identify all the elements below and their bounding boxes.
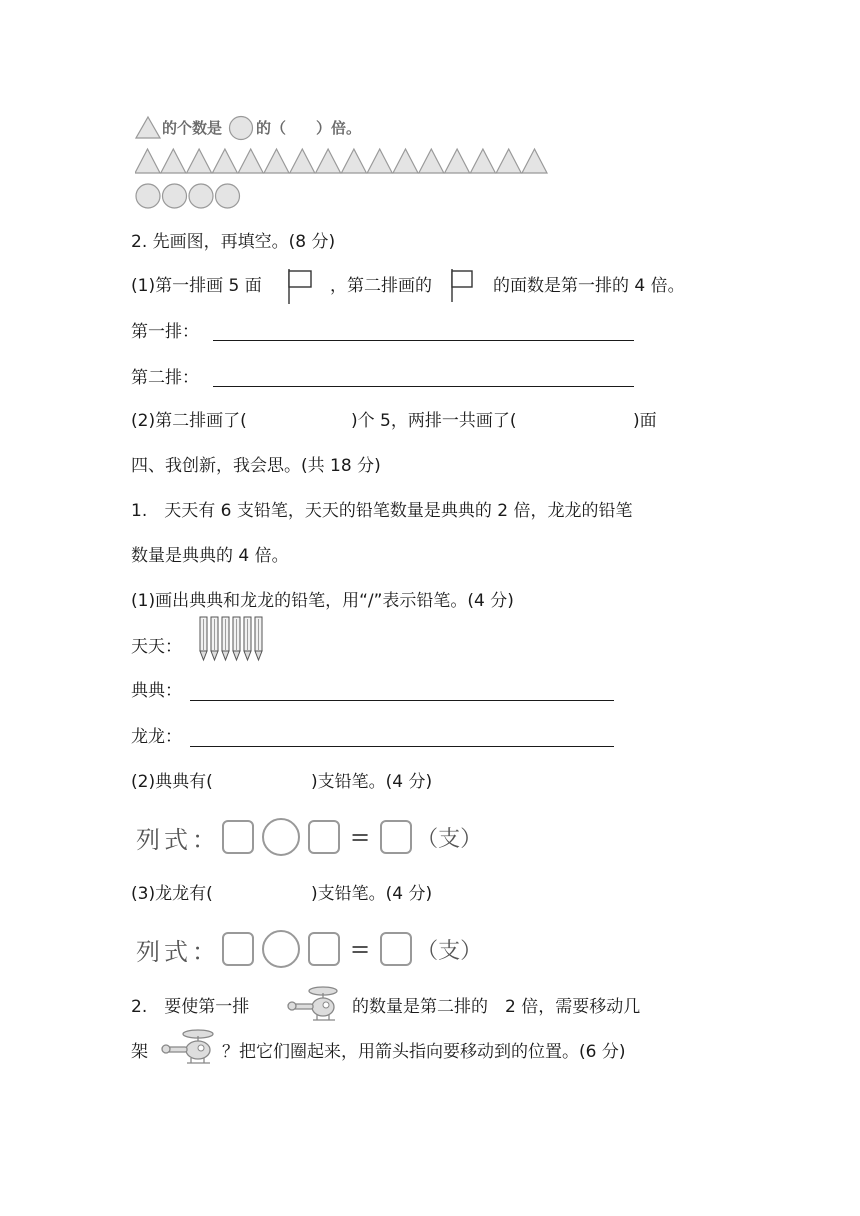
diandian-label: 典典： bbox=[131, 681, 182, 701]
s4-q2-line1-b: 的数量是第二排的 2 倍，需要移动几 bbox=[352, 997, 641, 1017]
pencils-icon bbox=[198, 614, 268, 664]
formula-result-box[interactable] bbox=[380, 932, 412, 966]
formula-label: 列式： bbox=[136, 825, 220, 854]
circle-icon bbox=[216, 184, 240, 208]
pencil-icon bbox=[222, 617, 229, 660]
circle-icon bbox=[228, 115, 254, 141]
s4-q1-part2-b: )支铅笔。(4 分) bbox=[311, 772, 433, 792]
tiantian-label: 天天： bbox=[131, 637, 182, 657]
q2-part2-b: )个 5，两排一共画了( bbox=[351, 411, 517, 431]
unit-label: （支） bbox=[416, 826, 483, 852]
triangle-icon bbox=[290, 149, 315, 173]
formula-row bbox=[136, 818, 482, 856]
triangle-icon bbox=[393, 149, 418, 173]
formula-box[interactable] bbox=[222, 820, 254, 854]
longlong-label: 龙龙： bbox=[131, 727, 182, 747]
q2-title: 2. 先画图，再填空。(8 分) bbox=[131, 232, 336, 252]
triangle-icon bbox=[341, 149, 366, 173]
triangle-icon bbox=[496, 149, 521, 173]
triangle-icon bbox=[264, 149, 289, 173]
triangle-icon bbox=[522, 149, 547, 173]
q2-part1-c: 的面数是第一排的 4 倍。 bbox=[493, 276, 685, 296]
compare-text-b: 的（ ）倍。 bbox=[256, 119, 362, 137]
circle-icon bbox=[163, 184, 187, 208]
circle-row bbox=[135, 182, 255, 210]
s4-q1-part3-a: (3)龙龙有( bbox=[131, 884, 213, 904]
equals-sign: = bbox=[350, 823, 371, 851]
section4-title: 四、我创新，我会思。(共 18 分) bbox=[131, 456, 381, 476]
longlong-answer-line[interactable] bbox=[190, 746, 614, 747]
row2-answer-line[interactable] bbox=[213, 386, 634, 387]
flag-icon bbox=[450, 268, 478, 306]
triangle-icon bbox=[161, 149, 186, 173]
triangle-icon bbox=[212, 149, 237, 173]
s4-q2-line1-a: 2. 要使第一排 bbox=[131, 997, 250, 1017]
pencil-icon bbox=[255, 617, 262, 660]
q2-part2-a: (2)第二排画了( bbox=[131, 411, 247, 431]
pencil-icon bbox=[211, 617, 218, 660]
compare-text-a: 的个数是 bbox=[162, 119, 223, 137]
helicopter-icon bbox=[287, 983, 343, 1025]
flag-icon bbox=[287, 268, 315, 306]
circle-icon bbox=[136, 184, 160, 208]
s4-q1-line1: 1. 天天有 6 支铅笔，天天的铅笔数量是典典的 2 倍，龙龙的铅笔 bbox=[131, 501, 633, 521]
equals-sign: = bbox=[350, 935, 371, 963]
unit-label: （支） bbox=[416, 938, 483, 964]
pencil-icon bbox=[200, 617, 207, 660]
formula-row bbox=[136, 930, 482, 968]
row2-label: 第二排： bbox=[131, 368, 199, 388]
s4-q1-line2: 数量是典典的 4 倍。 bbox=[131, 546, 289, 566]
triangle-icon bbox=[445, 149, 470, 173]
pencil-icon bbox=[244, 617, 251, 660]
triangle-row bbox=[135, 147, 555, 175]
formula-result-box[interactable] bbox=[380, 820, 412, 854]
s4-q2-line2-b: ？把它们圈起来，用箭头指向要移动到的位置。(6 分) bbox=[222, 1042, 626, 1062]
formula-box[interactable] bbox=[308, 820, 340, 854]
formula-box[interactable] bbox=[222, 932, 254, 966]
formula-operator-circle[interactable] bbox=[262, 930, 300, 968]
s4-q1-part3-b: )支铅笔。(4 分) bbox=[311, 884, 433, 904]
row1-label: 第一排： bbox=[131, 322, 199, 342]
helicopter-icon bbox=[160, 1026, 220, 1068]
q2-part1-a: (1)第一排画 5 面 bbox=[131, 276, 262, 296]
triangle-icon bbox=[316, 149, 341, 173]
q2-part2-c: )面 bbox=[633, 411, 657, 431]
triangle-icon bbox=[135, 115, 161, 139]
s4-q2-line2-a: 架 bbox=[131, 1042, 148, 1062]
formula-operator-circle[interactable] bbox=[262, 818, 300, 856]
diandian-answer-line[interactable] bbox=[190, 700, 614, 701]
row1-answer-line[interactable] bbox=[213, 340, 634, 341]
triangle-icon bbox=[135, 149, 160, 173]
triangle-icon bbox=[367, 149, 392, 173]
formula-box[interactable] bbox=[308, 932, 340, 966]
triangle-icon bbox=[419, 149, 444, 173]
s4-q1-part1: (1)画出典典和龙龙的铅笔，用“/”表示铅笔。(4 分) bbox=[131, 591, 514, 611]
q2-part1-b: ，第二排画的 bbox=[330, 276, 432, 296]
triangle-icon bbox=[470, 149, 495, 173]
s4-q1-part2-a: (2)典典有( bbox=[131, 772, 213, 792]
triangle-icon bbox=[187, 149, 212, 173]
triangle-icon bbox=[238, 149, 263, 173]
formula-label: 列式： bbox=[136, 937, 220, 966]
pencil-icon bbox=[233, 617, 240, 660]
circle-icon bbox=[189, 184, 213, 208]
